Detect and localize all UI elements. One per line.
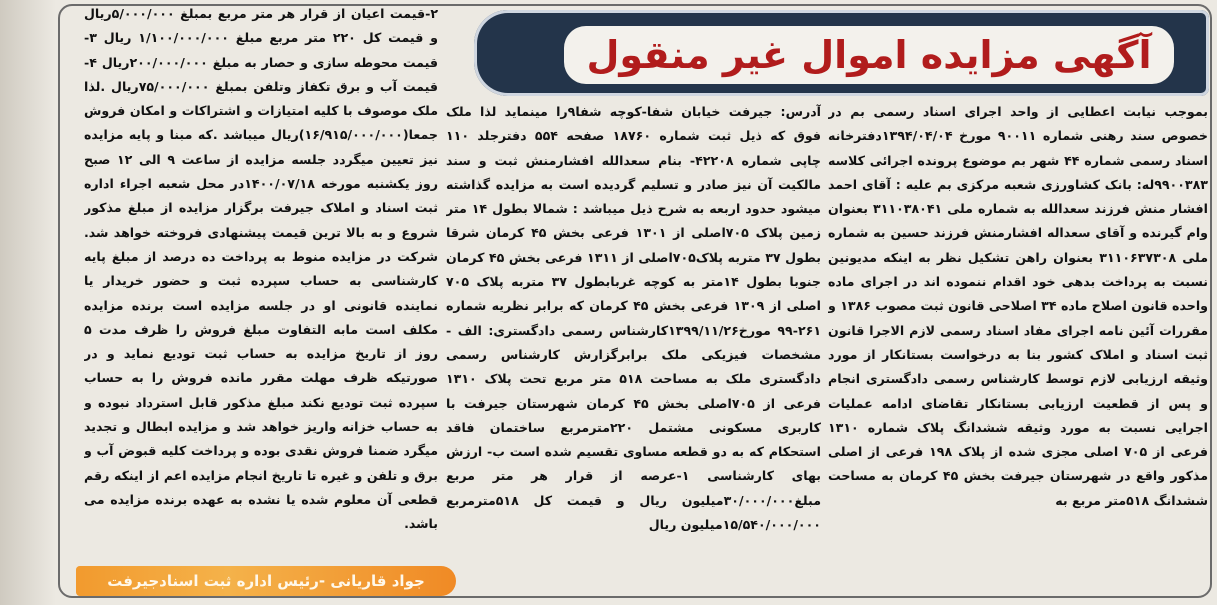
page-edge-shadow <box>0 0 56 605</box>
text-column-middle <box>446 100 821 546</box>
signature-bar <box>76 566 456 596</box>
paragraph-right: بموجب نیابت اعطایی از واحد اجرای اسناد رسمی بم در خصوص سند رهنی شماره ۹۰۰۱۱ مورخ ۱۳۹۴/۰۴/۰۴دفترخانه اسناد رسمی شماره ۴۴ شهر بم موضوع پرونده اجرائی کلاسه ۹۹۰۰۳۸۳له: بانک کشاورزی شعبه مرکزی بم علیه : آقای احمد افشار منش فرزند سعدالله به شماره ملی ۳۱۱۰۳۸۰۴۱ بعنوان وام گیرنده و آقای سعداله افشارمنش فرزند حسین به شماره ملی ۳۱۱۰۶۳۷۳۰۸ بعنوان راهن تشکیل نظر به اینکه مدیونین نسبت به پرداخت بدهی خود اقدام ننموده اند در اجرای ماده واحده قانون اصلاح ماده ۳۴ اصلاحی قانون ثبت مصوب ۱۳۸۶ و مقررات آئین نامه اجرای مفاد اسناد رسمی لازم الاجرا قانون ثبت اسناد و املاک کشور بنا به درخواست بستانکار از مورد وثیقه ارزیابی لازم توسط کارشناس رسمی دادگستری انجام و پس از قطعیت ارزیابی بستانکار تقاضای ادامه عملیات اجرایی نسبت به مورد وثیقه ششدانگ پلاک شماره ۱۳۱۰ فرعی از ۷۰۵ اصلی مجزی شده از پلاک ۱۹۸ فرعی از اصلی مذکور واقع در شهرستان جیرفت بخش ۴۵ کرمان به مساحت ششدانگ ۵۱۸متر مربع به <box>828 104 1208 508</box>
text-column-left <box>84 2 438 562</box>
signature-text: جواد قاریانی -رئیس اداره ثبت اسنادجیرفت <box>107 572 425 590</box>
paragraph-left: ۲-قیمت اعیان از قرار هر متر مربع بمبلغ ۵/۰۰۰/۰۰۰ریال و قیمت کل ۲۲۰ متر مربع مبلغ ۱/۱۰۰/۰۰۰/۰۰۰ ریال ۳-قیمت محوطه سازی و حصار به مبلغ ۲۰۰/۰۰۰/۰۰۰ریال ۴-قیمت آب و برق تکفاز وتلفن بمبلغ ۷۵/۰۰۰/۰۰۰ریال .لذا ملک موصوف با کلیه امتیازات و اشتراکات و امکان فروش جمعا(۱۶/۹۱۵/۰۰۰/۰۰۰)ریال میباشد .که مبنا و پایه مزایده نیز تعیین میگردد جلسه مزایده از ساعت ۹ الی ۱۲ صبح روز یکشنبه مورخه ۱۴۰۰/۰۷/۱۸در محل شعبه اجراء اداره ثبت اسناد و املاک جیرفت برگزار مزایده از مبلغ مذکور شروع و به بالا ترین قیمت پیشنهادی فروخته خواهد شد. شرکت در مزایده منوط به پرداخت ده درصد از مبلغ پایه کارشناسی به حساب سپرده ثبت و حضور خریدار یا نماینده قانونی او در جلسه مزایده است برنده مزایده مکلف است مابه التفاوت مبلغ فروش را ظرف مدت ۵ روز از تاریخ مزایده به حساب ثبت تودیع نماید و در صورتیکه ظرف مهلت مقرر مانده فروش را به حساب سپرده ثبت تودیع نکند مبلغ مذکور قابل استرداد نبوده و به حساب خزانه واریز خواهد شد و مزایده ابطال و تجدید میگرد ضمنا فروش نقدی بوده و پرداخت کلیه قبوض آب و برق و تلفن و غیره تا تاریخ انجام مزایده اعم از اینکه رقم قطعی آن معلوم شده یا نشده به عهده برنده مزایده می باشد. <box>84 6 438 532</box>
paragraph-middle: آدرس: جیرفت خیابان شفا-کوچه شفا۹را مینماید لذا ملک فوق که ذیل ثبت شماره ۱۸۷۶۰ صفحه ۵۵۴ دفترجلد ۱۱۰ چاپی شماره ۴۲۲۰۸- بنام سعدالله افشارمنش ثبت و سند مالکیت آن نیز صادر و تسلیم گردیده است به مزایده گذاشته میشود حدود اربعه به شرح ذیل میباشد : شمالا بطول ۱۴ متر زمین پلاک ۷۰۵اصلی از ۱۳۰۱ فرعی بخش ۴۵ کرمان شرقا بطول ۳۷ متربه پلاک۷۰۵اصلی از ۱۳۱۱ فرعی بخش ۴۵ کرمان جنوبا بطول ۱۴متر به کوچه غربابطول ۳۷ متربه پلاک ۷۰۵ اصلی از ۱۳۰۹ فرعی بخش ۴۵ کرمان که برابر نظریه شماره ۲۶۱-۹۹ مورخ۱۳۹۹/۱۱/۲۶کارشناس رسمی دادگستری: الف - مشخصات فیزیکی ملک برابرگزارش کارشناس رسمی دادگستری ملک به مساحت ۵۱۸ متر مربع تحت پلاک ۱۳۱۰ فرعی از ۷۰۵اصلی بخش ۴۵ کرمان شهرستان جیرفت با کاربری مسکونی مشتمل ۲۲۰مترمربع ساختمان فاقد استحکام که به دو قطعه مساوی تقسیم شده است ب- ارزش بهای کارشناسی ۱-عرصه از قرار هر متر مربع مبلغ۳۰/۰۰۰/۰۰۰میلیون ریال و قیمت کل ۵۱۸مترمربع ۱۵/۵۴۰/۰۰۰/۰۰۰میلیون ریال <box>446 104 821 533</box>
title-plate <box>564 26 1174 84</box>
notice-title: آگهی مزایده اموال غیر منقول <box>586 33 1152 77</box>
text-column-right <box>828 100 1208 546</box>
title-banner <box>474 10 1209 96</box>
